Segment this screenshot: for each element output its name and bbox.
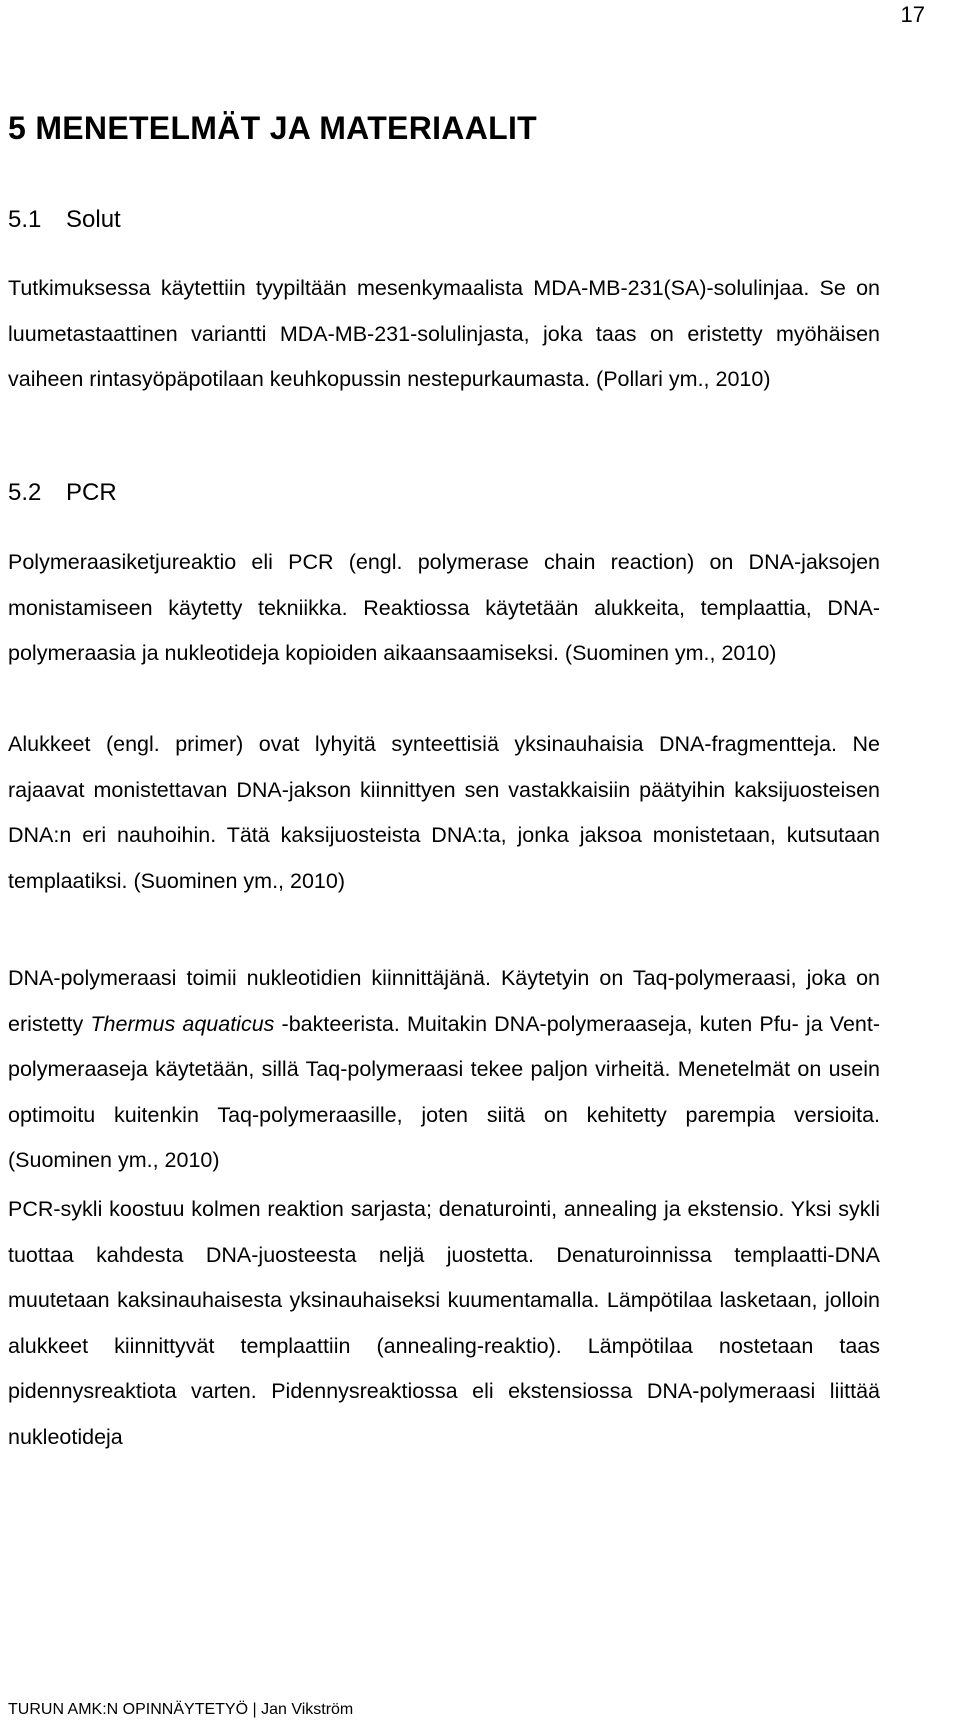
page-number: 17 [900,2,925,27]
chapter-number: 5 [8,110,27,146]
paragraph-primers: Alukkeet (engl. primer) ovat lyhyitä synteettisiä yksinauhaisia DNA-fragmentteja. Ne rajaavat monistettavan DNA-jakson kiinnittyen sen vastakkaisiin päätyihin kaksijuosteisen DNA:n eri nauhoihin. Tätä kaksijuosteista DNA:ta, jonka jaksoa monistetaan, kutsutaan templaatiksi. (Suominen ym., 2010) [8,732,880,893]
section-number: 5.2 [8,479,42,506]
section-title-text: PCR [66,479,117,506]
chapter-title [8,108,537,148]
paragraph-dna-polymerase [8,956,880,1184]
polymerase-text-start: DNA-polymeraasi toimii nukleotidien kiinnittäjänä. Käytetyin on Taq-polymeraasi, joka on eristetty [8,966,880,1036]
polymerase-text-end: -bakteerista. Muitakin DNA-polymeraaseja, kuten Pfu- ja Vent- polymeraaseja käytetään, sillä Taq-polymeraasi tekee paljon virheitä. Menetelmät on usein optimoitu kuitenkin Taq-polymeraasille, joten siitä on kehitetty parempia versioita. (Suominen ym., 2010) [8,1011,880,1173]
section-title-text: Solut [66,206,121,233]
species-name: Thermus aquaticus [90,1011,275,1036]
footer: TURUN AMK:N OPINNÄYTETYÖ | Jan Vikström [8,1701,354,1718]
chapter-title-text: MENETELMÄT JA MATERIAALIT [35,110,537,146]
section-number: 5.1 [8,206,42,233]
section-heading-pcr [8,478,117,508]
section-heading-solut [8,205,121,235]
paragraph-pcr-cycle: PCR-sykli koostuu kolmen reaktion sarjasta; denaturointi, annealing ja ekstensio. Yksi sykli tuottaa kahdesta DNA-juosteesta neljä juostetta. Denaturoinnissa templaatti-DNA muutetaan kaksinauhaisesta yksinauhaiseksi kuumentamalla. Lämpötilaa lasketaan, jolloin alukkeet kiinnittyvät templaattiin (annealing-reaktio). Lämpötilaa nostetaan taas pidennysreaktiota varten. Pidennysreaktiossa eli ekstensiossa DNA-polymeraasi liittää nukleotideja [8,1197,880,1449]
paragraph-solut: Tutkimuksessa käytettiin tyypiltään mesenkymaalista MDA-MB-231(SA)-solulinjaa. Se on luumetastaattinen variantti MDA-MB-231-solulinjasta, joka taas on eristetty myöhäisen vaiheen rintasyöpäpotilaan keuhkopussin nestepurkaumasta. (Pollari ym., 2010) [8,276,880,392]
paragraph-pcr-definition: Polymeraasiketjureaktio eli PCR (engl. polymerase chain reaction) on DNA-jaksojen monistamiseen käytetty tekniikka. Reaktiossa käytetään alukkeita, templaattia, DNA-polymeraasia ja nukleotideja kopioiden aikaansaamiseksi. (Suominen ym., 2010) [8,550,880,666]
